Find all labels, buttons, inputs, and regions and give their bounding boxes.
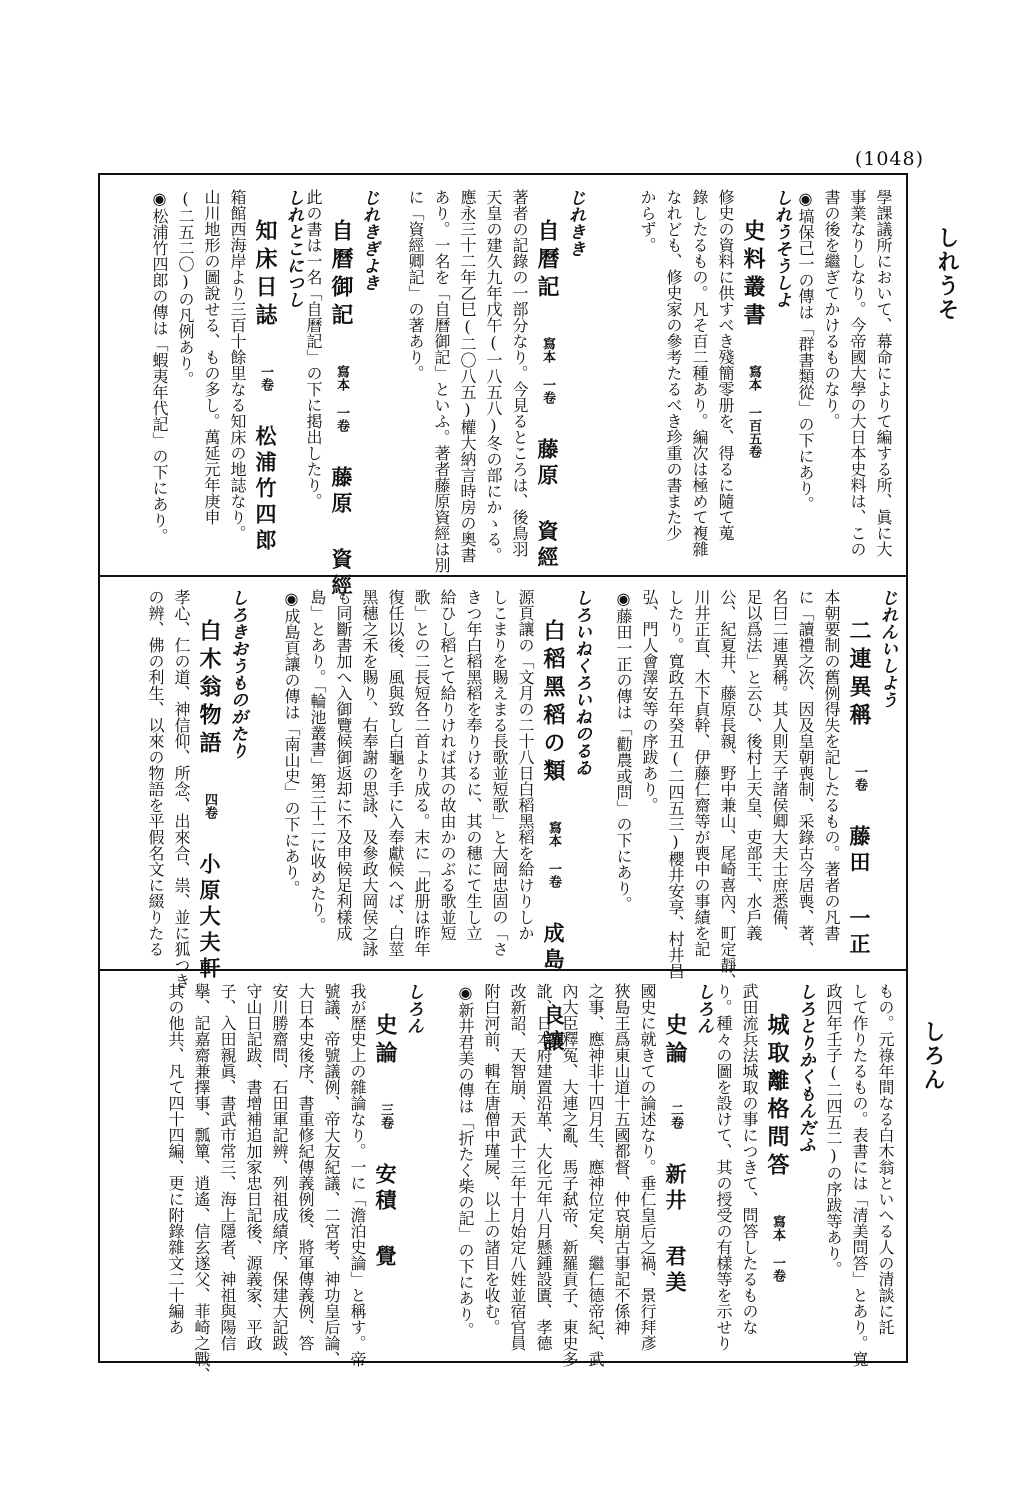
entry-volumes: 寫本 一卷: [540, 337, 555, 404]
text-line: 錄したるもの。凡そ百二種あり。編次は極めて複雜: [690, 189, 709, 557]
band-bottom: [100, 969, 906, 1383]
entry-header: [250, 189, 281, 564]
text-line: しこまりを賜えまる長歌並短歌」と大岡忠固の「さ: [490, 589, 509, 957]
text-line: ◉塙保己一の傳は「群書類從」の下にあり。: [796, 189, 815, 512]
text-line: 箱館西海岸より三百十餘里なる知床の地誌なり。: [228, 189, 247, 541]
text-line: 學課議所において、幕命によりて編する所、眞に大: [874, 189, 893, 557]
text-line: なれども、修史家の參考たるべき珍重の書また少: [664, 189, 683, 541]
text-line: 其の他共、凡て四十四編、更に附錄雜文二十編あ: [166, 983, 185, 1335]
text-line: 附白河前、輯在唐僧中瑾屍、以上の諸目を收む。: [482, 983, 501, 1335]
text-line: 應永三十二年乙巳(二〇八五)權大納言時房の奧書: [458, 189, 477, 563]
text-line: 守山日記跋、書增補追加家忠日記後、源義家、平政: [244, 983, 263, 1351]
text-line: 名曰二連異稱。其人則天子諸侯卿大夫士庶悉備、: [770, 589, 789, 941]
entry-author: 藤田 一正: [847, 825, 872, 959]
text-line: 號議、帝號議例、帝大友紀議、二宮考、神功皇后論、: [322, 983, 341, 1367]
entry-shiron-arai: [452, 983, 716, 1367]
text-line: に「讀禮之次、因及皇朝喪制、采錄古今居喪、著、: [796, 589, 815, 957]
entry-header: [844, 589, 875, 961]
text-line: 國史に就きての論述なり。垂仁皇后之禍、景行拜彥: [638, 983, 657, 1351]
entry-volumes: 寫本 一卷: [770, 1215, 785, 1282]
entry-title: 史料叢書: [740, 219, 766, 331]
entry-shiron-asaka: [162, 983, 426, 1383]
text-line: 此の書は一名「自曆記」の下に掲出したり。: [304, 189, 323, 509]
entry-shiryo-sosho: [634, 189, 794, 564]
entry-header: [370, 983, 401, 1351]
entry-title: 史論: [372, 1013, 398, 1069]
continued-text-bottom: [820, 983, 898, 1367]
margin-heading-top: しれうそ: [934, 226, 960, 322]
text-line: (二五二〇)の凡例あり。: [176, 189, 195, 387]
text-line: 源頁讓の「文月の二十八日白稻黑稻を給けりしか: [516, 589, 535, 941]
band-top: [100, 175, 906, 600]
entry-title: 自曆記: [534, 219, 560, 303]
entry-title: 白木翁物語: [196, 619, 222, 759]
text-line: 事業なりしなり。今帝國大學の大日本史料は、この: [848, 189, 867, 557]
entry-volumes: 寫本 一百五卷: [746, 365, 761, 458]
text-line: ◉新井君美の傳は「折たく柴の記」の下にあり。: [456, 983, 475, 1338]
text-line: ◉藤田一正の傳は「勸農或問」の下にあり。: [614, 589, 633, 912]
text-line: 安川勝齋問、石田軍記辨、列祖成績序、保建大記跋、: [270, 983, 289, 1367]
text-line: 修史の資料に供すべき殘簡零册を、得るに隨て蒐: [716, 189, 735, 541]
text-line: も同斷書加へ入御覽候御返却に不及申候足利樣成: [334, 589, 353, 941]
text-line: に「資經卿記」の著あり。: [406, 189, 425, 381]
entry-title: 史論: [662, 1013, 688, 1069]
text-line: 大日本史後序、書重修紀傳義例後、將軍傳義例、答: [296, 983, 315, 1351]
text-line: 子、入田親眞、書武市常三、海上隱者、神祖與陽信: [218, 983, 237, 1351]
text-line: 復任以後、風與致し白龜を手に入奉獻候へば、白莖: [386, 589, 405, 957]
text-line: 著者の記錄の一部分なり。今見るところは、後鳥羽: [510, 189, 529, 557]
text-line: からず。: [638, 189, 657, 253]
entry-niren-isho: [610, 589, 900, 989]
entry-header: [538, 589, 569, 1056]
entry-title: 二連異稱: [846, 619, 872, 731]
text-line: 書の後を繼ぎてかけるものなり。: [822, 189, 841, 429]
entry-author: 成島 良讓: [541, 922, 566, 1056]
entry-author: 安積 覺: [373, 1163, 398, 1271]
entry-reading: しれうそうしよ: [771, 189, 791, 308]
entry-reading: しれとこにつし: [283, 189, 303, 308]
entry-volumes: 寫本 一卷: [334, 365, 349, 432]
text-line: したり。寬政五年癸丑(二四五三)櫻井安享、村井昌: [666, 589, 685, 979]
entry-reading: しろとりかくもんだふ: [795, 983, 815, 1153]
text-line: 島」とあり。「輪池叢書」第三十二に收めたり。: [308, 589, 327, 933]
entry-shiretoko-nisshi: [146, 189, 306, 564]
text-line: 孝心、仁の道、神信仰、所念、出來合、祟、並に狐つき: [172, 589, 191, 989]
text-line: 本朝要制の舊例得失を記したるもの。著者の凡書: [822, 589, 841, 941]
entry-header: [660, 983, 691, 1351]
text-line: 武田流兵法城取の事につきて、問答したるものな: [740, 983, 759, 1335]
text-line: の辨、佛の利生、以來の物語を平假名文に綴りたる: [146, 589, 165, 957]
entry-reading: しろん: [403, 983, 423, 1034]
text-line: もの。元祿年間なる白木翁といへる人の清談に託: [876, 983, 895, 1335]
text-line: あり。一名を「自曆御記」といふ。著者藤原資經は別: [432, 189, 451, 573]
entry-header: [326, 189, 357, 600]
entry-shiroki-o-monogatari: [142, 589, 250, 989]
text-line: 狹島王爲東山道十五國都督、仲哀崩古事記不係神: [612, 983, 631, 1335]
continued-text-top: [792, 189, 896, 564]
entry-author: 藤原 資經: [329, 466, 354, 600]
entry-author: 藤原 資經: [535, 438, 560, 572]
text-line: 之事、應神非十四月生、應神位定矣、繼仁德帝紀、武: [586, 983, 605, 1367]
entry-jirekiki: [402, 189, 588, 573]
entry-reading: しろきおうものがたり: [227, 589, 247, 759]
entry-title: 城取離格問答: [764, 1013, 790, 1181]
entry-reading: しろん: [693, 983, 713, 1034]
entry-jireki-gyoki: [300, 189, 382, 600]
entry-header: [738, 189, 769, 564]
text-line: 弘、門人會澤安等の序跋あり。: [640, 589, 659, 813]
entry-volumes: 寫本 一卷: [546, 821, 561, 888]
text-line: して作りたるもの。表書には「清美問答」とあり。寬: [850, 983, 869, 1367]
entry-volumes: 一卷: [258, 365, 273, 391]
text-line: 天皇の建久九年戊午(一八五八)冬の部にかゝる。: [484, 189, 503, 563]
text-line: 山川地形の圖說せる、もの多し。萬延元年庚申: [202, 189, 221, 525]
page-number: (1048): [854, 148, 924, 170]
entry-title: 自曆御記: [328, 219, 354, 331]
dictionary-frame: [98, 173, 908, 1383]
text-line: 公、紀夏井、藤原長親、野中兼山、尾崎喜內、町定靜、: [718, 589, 737, 989]
text-line: 黑穗之禾を賜り、右奉謝の思詠、及參政大岡侯之詠: [360, 589, 379, 957]
entry-reading: じれきぎよき: [359, 189, 379, 291]
text-line: ◉成島頁讓の傳は「南山史」の下にあり。: [282, 589, 301, 896]
text-line: 訛、日本府建置沿革、大化元年八月懸鍾設匱、孝德: [534, 983, 553, 1351]
entry-title: 白稻黑稻の類: [540, 619, 566, 787]
text-line: 內大臣釋冤、大連之亂、馬子弑帝、新羅貢子、東史多: [560, 983, 579, 1367]
entry-title: 知床日誌: [252, 219, 278, 331]
text-line: きつ年白稻黑稻を奉りけるに、其の穗にて生し立: [464, 589, 483, 941]
text-line: 擧、記嘉齋兼擇事、瓢簞、逍遙、信玄遂父、菲崎之戰、: [192, 983, 211, 1383]
entry-reading: しろいねくろいねのるゐ: [571, 589, 591, 776]
text-line: ◉松浦竹四郎の傳は「蝦夷年代記」の下にあり。: [150, 189, 169, 544]
text-line: 改新詔、天智崩、天武十三年十月始定八姓並宿官員: [508, 983, 527, 1351]
entry-reading: じれんいしよう: [877, 589, 897, 708]
entry-shirotori-kakumondo: [710, 983, 818, 1351]
entry-volumes: 三卷: [378, 1103, 393, 1129]
entry-volumes: 四卷: [202, 793, 217, 819]
entry-author: 小原大夫軒: [197, 853, 222, 983]
text-line: 我が歷史上の雜論なり。一に「澹泊史論」と稱す。帝: [348, 983, 367, 1367]
text-line: り。種々の圖を設けて、其の授受の有樣等を示せり: [714, 983, 733, 1351]
text-line: 歌」との二長短各二首より成る。末に「此册は昨年: [412, 589, 431, 957]
entry-author: 松浦竹四郎: [253, 425, 278, 555]
entry-volumes: 一卷: [852, 765, 867, 791]
entry-header: [194, 589, 225, 983]
entry-header: [762, 983, 793, 1351]
text-line: 足以爲法」と云ひ、後村上天皇、吏部王、水戶義: [744, 589, 763, 941]
margin-heading-bottom: しろん: [920, 1020, 946, 1092]
entry-author: 新井 君美: [663, 1163, 688, 1297]
entry-volumes: 二卷: [668, 1103, 683, 1129]
text-line: 川井正直、木下貞幹、伊藤仁齋等が喪中の事績を記: [692, 589, 711, 957]
entry-reading: じれきき: [565, 189, 585, 257]
text-line: 政四年壬子(二四五二)の序跋等あり。: [824, 983, 843, 1277]
entry-header: [532, 189, 563, 572]
text-line: 給ひし稻とて給りければ其の故由かのぶる歌並短: [438, 589, 457, 941]
